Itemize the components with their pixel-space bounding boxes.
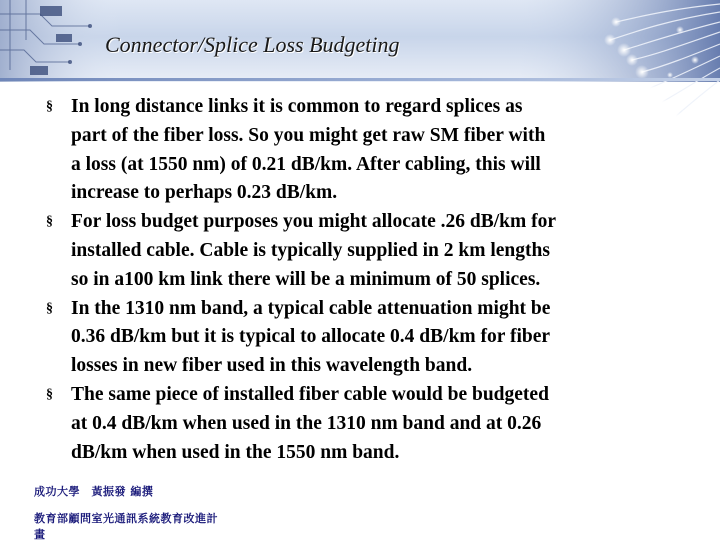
footer-credit: 成功大學 黃振發 編撰 [34,485,154,498]
bullet-item [42,295,682,381]
circuit-board-image [0,0,120,82]
bullet-line: In the 1310 nm band, a typical cable attenuation might be [71,297,551,319]
bullet-item [42,208,682,294]
bullet-line: dB/km when used in the 1550 nm band. [71,441,400,463]
bullet-marker-icon: § [46,386,53,402]
bullet-line: The same piece of installed fiber cable would be budgeted [71,383,549,405]
bullet-marker-icon: § [46,300,53,316]
bullet-marker-icon: § [46,214,53,230]
footer-program-line: 教育部顧問室光通訊系統教育改進計 [34,512,218,525]
bullet-line: 0.36 dB/km but it is typical to allocate 0.4 dB/km for fiber [71,326,551,348]
bullet-line: installed cable. Cable is typically supplied in 2 km lengths [71,239,550,261]
header-rule [0,78,720,81]
bullet-line: part of the fiber loss. So you might get raw SM fiber with [71,124,546,146]
bullet-list [42,93,682,467]
bullet-marker-icon: § [46,99,53,114]
slide-title: Connector/Splice Loss Budgeting [105,32,400,57]
bullet-line: For loss budget purposes you might allocate .26 dB/km for [71,211,557,233]
footer-program-line-continued: 畫 [34,528,46,540]
bullet-line: In long distance links it is common to regard splices as [71,96,523,117]
bullet-line: so in a100 km link there will be a minimum of 50 splices. [71,268,541,290]
bullet-item [42,93,682,208]
bullet-item [42,381,682,467]
bullet-line: at 0.4 dB/km when used in the 1310 nm band and at 0.26 [71,412,542,434]
bullet-line: a loss (at 1550 nm) of 0.21 dB/km. After cabling, this will [71,153,541,175]
bullet-line: losses in new fiber used in this wavelength band. [71,355,473,377]
bullet-line: increase to perhaps 0.23 dB/km. [71,182,338,204]
